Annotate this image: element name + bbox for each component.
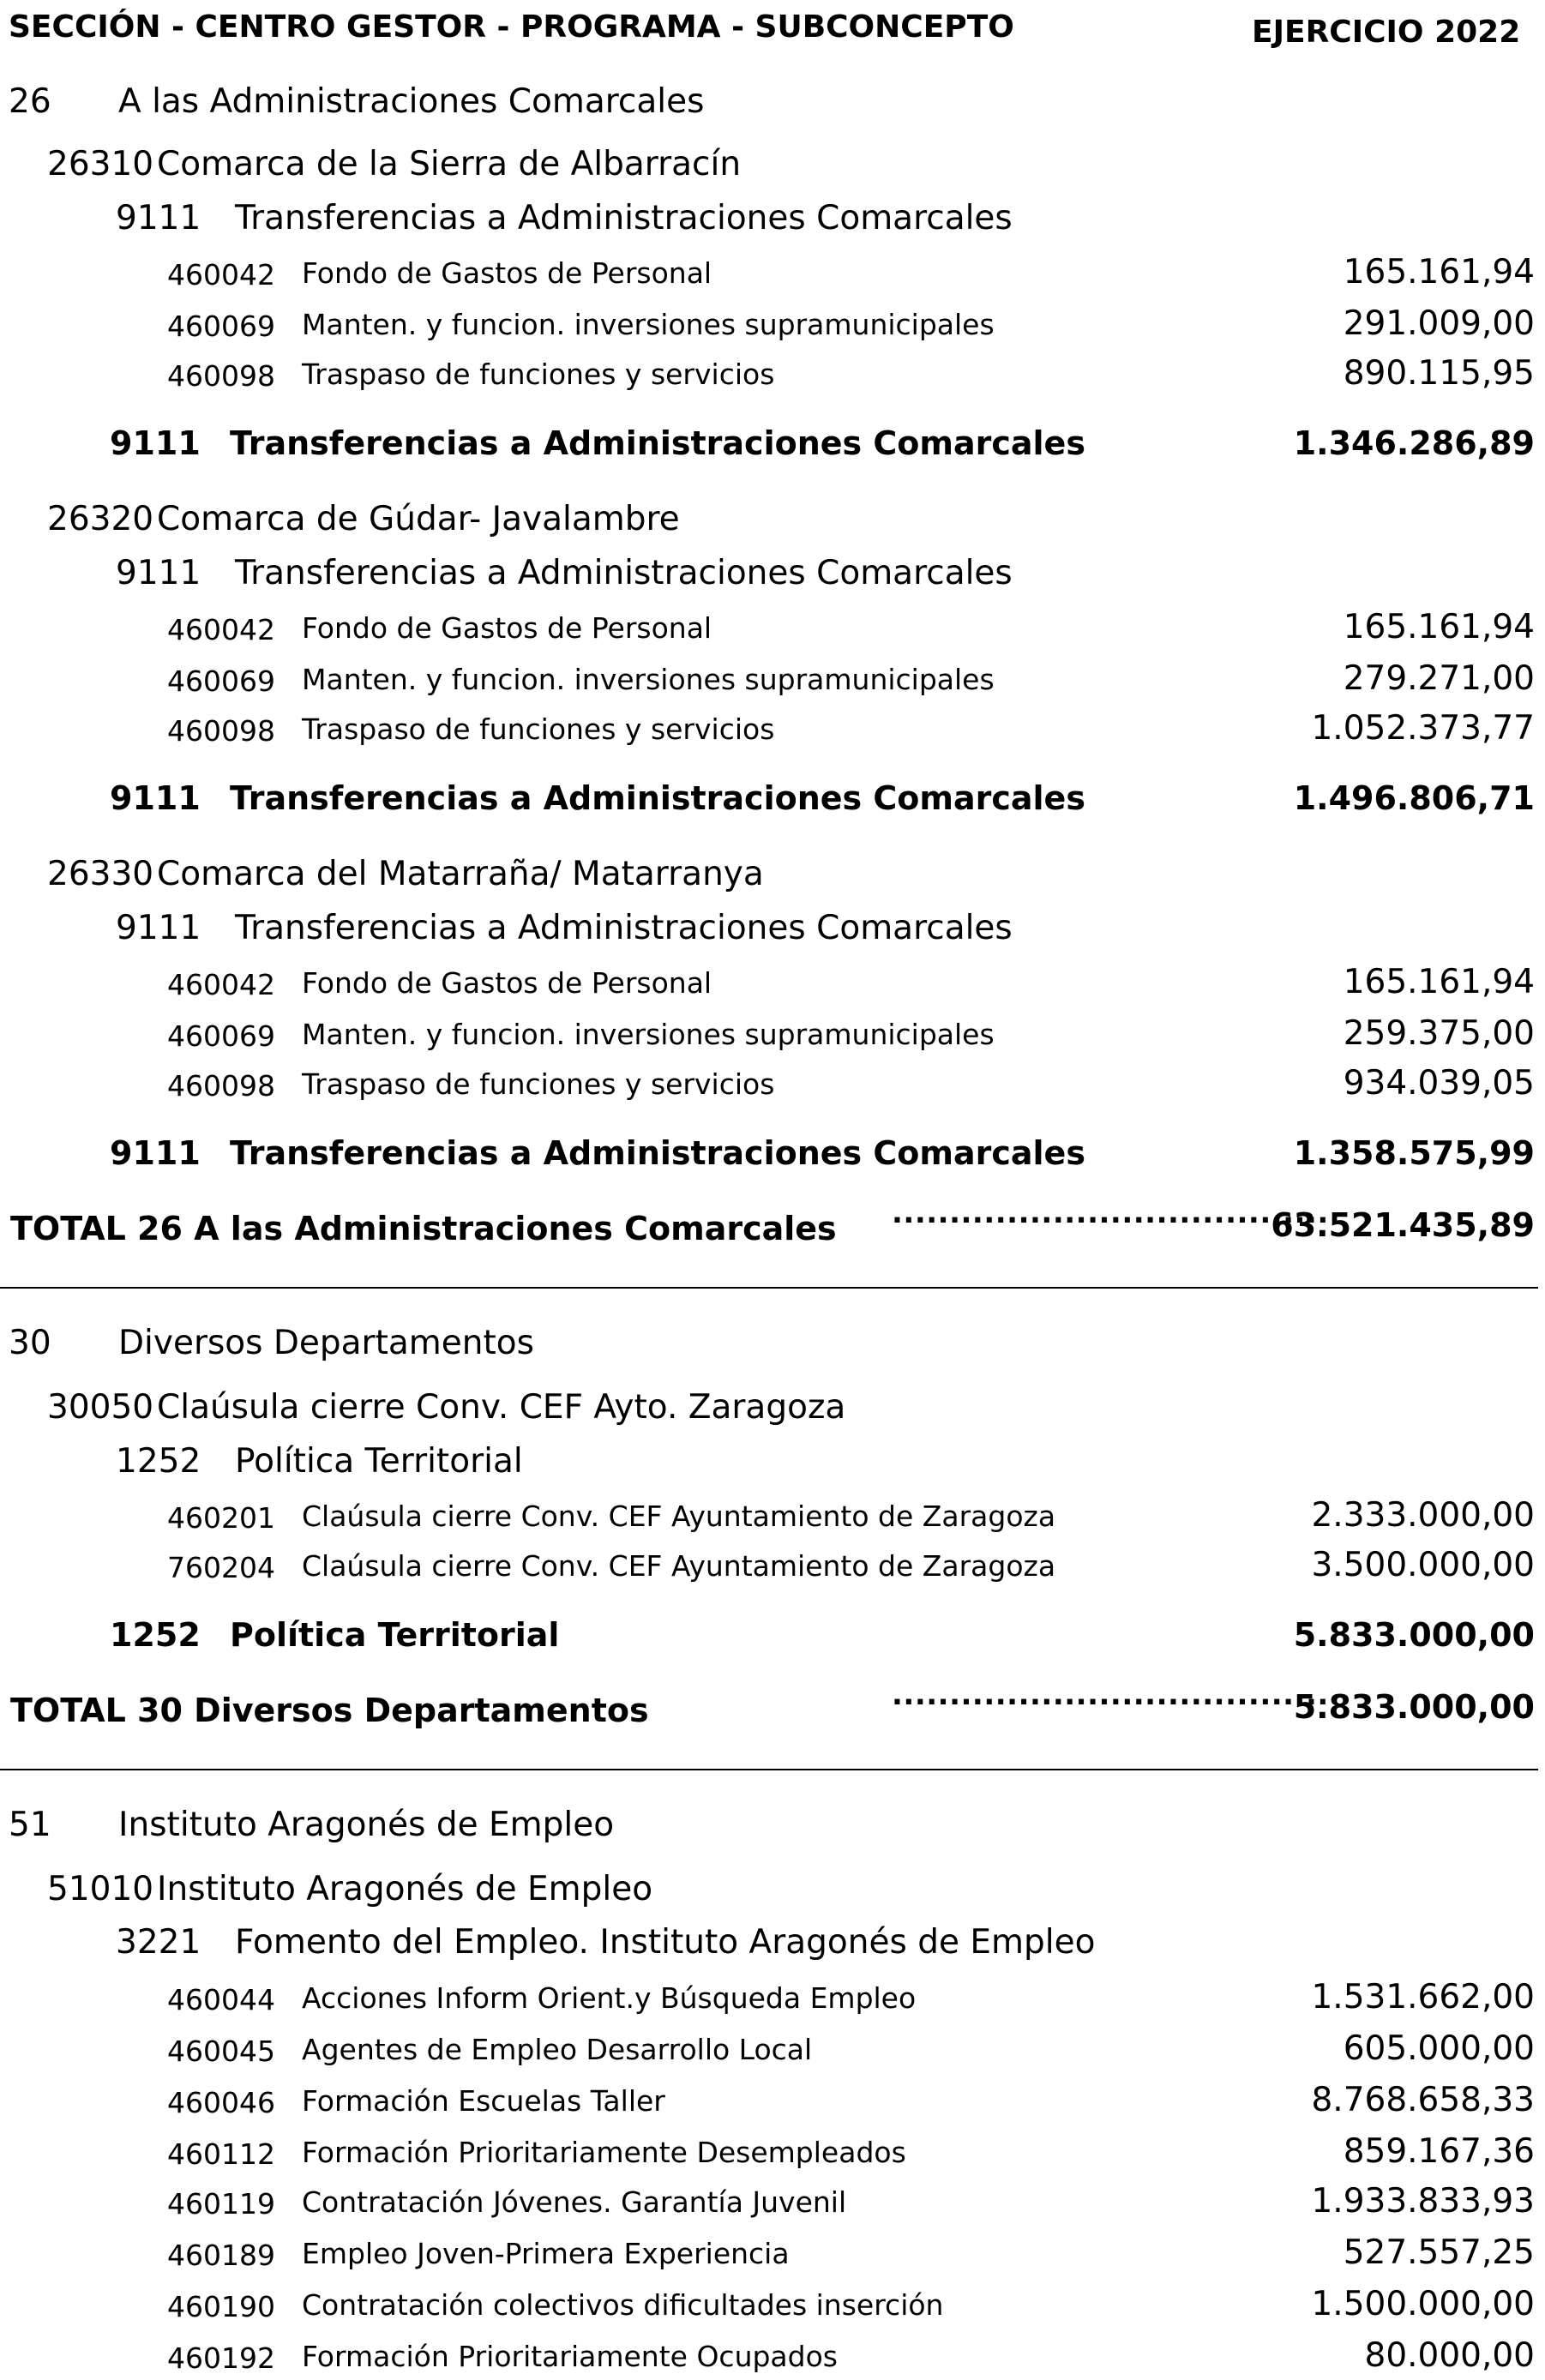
subtotal-amount: 1.496.806,71	[1293, 779, 1535, 817]
line-description: Contratación colectivos dificultades inserción	[302, 2288, 944, 2322]
subtotal-name: Transferencias a Administraciones Comarcales	[230, 424, 1085, 462]
line-code: 460119	[167, 2187, 275, 2221]
line-amount: 259.375,00	[1343, 1014, 1535, 1053]
line-description: Manten. y funcion. inversiones supramunicipales	[302, 663, 995, 696]
program-name: Política Territorial	[235, 1442, 523, 1481]
center-name: Claúsula cierre Conv. CEF Ayto. Zaragoza	[157, 1388, 846, 1427]
line-description: Manten. y funcion. inversiones supramunicipales	[302, 1018, 995, 1051]
subtotal-code: 1252	[110, 1616, 201, 1654]
line-code: 460045	[167, 2034, 275, 2068]
report-column-header: SECCIÓN - CENTRO GESTOR - PROGRAMA - SUBCONCEPTO	[9, 9, 1014, 45]
line-amount: 80.000,00	[1364, 2336, 1535, 2375]
line-amount: 890.115,95	[1343, 354, 1535, 393]
line-description: Traspaso de funciones y servicios	[302, 712, 775, 746]
subtotal-code: 9111	[110, 1134, 201, 1172]
subtotal-amount: 1.346.286,89	[1293, 424, 1535, 462]
line-code: 460112	[167, 2137, 275, 2171]
section-total-amount: 63.521.435,89	[1271, 1206, 1535, 1244]
center-code: 26310	[47, 145, 154, 183]
line-code: 460098	[167, 359, 275, 393]
line-amount: 165.161,94	[1343, 963, 1535, 1001]
program-name: Transferencias a Administraciones Comarcales	[235, 909, 1013, 947]
subtotal-code: 9111	[110, 424, 201, 462]
section-total-label: TOTAL 26 A las Administraciones Comarcales	[10, 1210, 837, 1247]
line-description: Formación Prioritariamente Ocupados	[302, 2340, 838, 2373]
line-code: 460046	[167, 2086, 275, 2119]
section-code: 30	[9, 1324, 51, 1362]
line-amount: 279.271,00	[1343, 659, 1535, 698]
subtotal-amount: 5.833.000,00	[1293, 1616, 1535, 1654]
subtotal-name: Política Territorial	[230, 1616, 560, 1654]
line-description: Formación Escuelas Taller	[302, 2084, 665, 2118]
section-divider	[0, 1769, 1538, 1770]
line-description: Formación Prioritariamente Desempleados	[302, 2136, 906, 2169]
program-code: 9111	[116, 199, 201, 237]
line-description: Manten. y funcion. inversiones supramunicipales	[302, 308, 995, 341]
line-amount: 527.557,25	[1343, 2233, 1535, 2272]
line-description: Fondo de Gastos de Personal	[302, 966, 712, 1000]
fiscal-year: EJERCICIO 2022	[1252, 15, 1521, 50]
line-code: 460201	[167, 1501, 275, 1535]
section-divider	[0, 1287, 1538, 1289]
program-code: 9111	[116, 909, 201, 947]
line-description: Claúsula cierre Conv. CEF Ayuntamiento de Zaragoza	[302, 1549, 1056, 1583]
center-name: Comarca de Gúdar- Javalambre	[157, 500, 680, 538]
line-amount: 605.000,00	[1343, 2029, 1535, 2068]
center-code: 51010	[47, 1870, 154, 1908]
line-code: 460042	[167, 613, 275, 646]
section-total-label: TOTAL 30 Diversos Departamentos	[10, 1692, 649, 1729]
program-name: Transferencias a Administraciones Comarcales	[235, 199, 1013, 237]
line-code: 460069	[167, 310, 275, 343]
line-code: 460044	[167, 1983, 275, 2016]
line-amount: 1.500.000,00	[1311, 2285, 1535, 2323]
line-amount: 3.500.000,00	[1311, 1546, 1535, 1584]
line-description: Fondo de Gastos de Personal	[302, 611, 712, 645]
section-total-amount: 5.833.000,00	[1293, 1688, 1535, 1726]
section-name: A las Administraciones Comarcales	[118, 82, 705, 121]
line-description: Agentes de Empleo Desarrollo Local	[302, 2033, 813, 2066]
program-name: Fomento del Empleo. Instituto Aragonés de Empleo	[235, 1923, 1096, 1962]
line-description: Contratación Jóvenes. Garantía Juvenil	[302, 2185, 847, 2219]
line-code: 460190	[167, 2290, 275, 2323]
program-name: Transferencias a Administraciones Comarcales	[235, 554, 1013, 592]
section-name: Diversos Departamentos	[118, 1324, 534, 1362]
line-description: Acciones Inform Orient.y Búsqueda Empleo	[302, 1981, 917, 2015]
center-code: 30050	[47, 1388, 154, 1427]
program-code: 3221	[116, 1923, 201, 1962]
line-amount: 165.161,94	[1343, 608, 1535, 646]
center-code: 26320	[47, 500, 154, 538]
line-description: Traspaso de funciones y servicios	[302, 1067, 775, 1101]
line-description: Fondo de Gastos de Personal	[302, 256, 712, 290]
line-amount: 934.039,05	[1343, 1064, 1535, 1103]
line-amount: 291.009,00	[1343, 304, 1535, 343]
line-code: 460042	[167, 968, 275, 1001]
subtotal-amount: 1.358.575,99	[1293, 1134, 1535, 1172]
line-description: Traspaso de funciones y servicios	[302, 358, 775, 391]
line-amount: 1.052.373,77	[1311, 709, 1535, 748]
line-amount: 1.531.662,00	[1311, 1978, 1535, 2016]
program-code: 1252	[116, 1442, 201, 1481]
line-code: 760204	[167, 1551, 275, 1584]
program-code: 9111	[116, 554, 201, 592]
section-code: 26	[9, 82, 51, 121]
leader-dots: ......................................	[892, 1196, 1329, 1230]
line-description: Empleo Joven-Primera Experiencia	[302, 2237, 790, 2270]
line-amount: 165.161,94	[1343, 253, 1535, 291]
line-code: 460098	[167, 714, 275, 748]
center-code: 26330	[47, 855, 154, 893]
line-code: 460098	[167, 1069, 275, 1103]
line-code: 460069	[167, 1019, 275, 1053]
line-code: 460192	[167, 2341, 275, 2375]
leader-dots: ......................................	[892, 1678, 1329, 1712]
line-description: Claúsula cierre Conv. CEF Ayuntamiento de Zaragoza	[302, 1500, 1056, 1533]
line-amount: 1.933.833,93	[1311, 2182, 1535, 2221]
line-amount: 8.768.658,33	[1311, 2081, 1535, 2119]
section-code: 51	[9, 1806, 51, 1844]
line-code: 460042	[167, 258, 275, 291]
line-code: 460189	[167, 2239, 275, 2272]
line-amount: 2.333.000,00	[1311, 1496, 1535, 1535]
subtotal-code: 9111	[110, 779, 201, 817]
subtotal-name: Transferencias a Administraciones Comarcales	[230, 1134, 1085, 1172]
center-name: Comarca del Matarraña/ Matarranya	[157, 855, 764, 893]
line-amount: 859.167,36	[1343, 2132, 1535, 2171]
subtotal-name: Transferencias a Administraciones Comarcales	[230, 779, 1085, 817]
center-name: Instituto Aragonés de Empleo	[157, 1870, 653, 1908]
line-code: 460069	[167, 664, 275, 698]
center-name: Comarca de la Sierra de Albarracín	[157, 145, 742, 183]
section-name: Instituto Aragonés de Empleo	[118, 1806, 615, 1844]
